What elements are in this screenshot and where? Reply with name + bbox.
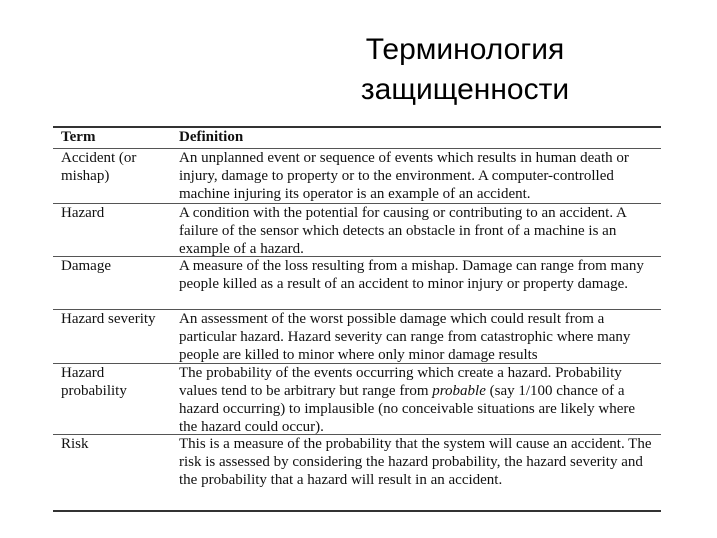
definition-emphasis: probable [432,383,486,399]
term-cell: Risk [61,436,89,452]
definition-cell [173,364,661,434]
table-row [53,364,661,435]
title-line-2: защищенности [360,73,570,106]
table-row [53,310,661,364]
term-cell: Hazard [61,205,105,221]
definition-cell: This is a measure of the probability that the system will cause an accident. The risk is assessed by considering the hazard probability, the hazard severity and the probability that a hazard will result in an accident. [179,436,652,488]
definition-cell: A measure of the loss resulting from a mishap. Damage can range from many people killed as a result of an accident to minor injury or property damage. [179,258,644,292]
term-cell: Accident (or mishap) [61,150,137,184]
table-header-row [53,128,661,149]
table-row [53,204,661,257]
header-definition: Definition [179,129,244,145]
definition-cell: An unplanned event or sequence of events which results in human death or injury, damage to property or to the environment. A computer-controlled machine injuring its operator is an example of an accident. [179,150,629,202]
page-title [300,30,630,110]
header-term: Term [61,129,96,145]
terminology-table [53,126,661,512]
term-cell: Damage [61,258,111,274]
term-cell: Hazard severity [61,311,156,327]
table-row [53,435,661,512]
definition-cell: An assessment of the worst possible damage which could result from a particular hazard. Hazard severity can range from catastrophic where many people are killed to minor where only minor damage results [179,311,631,363]
definition-text: The probability of the events occurring which create a hazard. Probability values tend to be arbitrary but range from [179,365,622,399]
table-row [53,257,661,310]
definition-cell: A condition with the potential for causing or contributing to an accident. A failure of the sensor which detects an obstacle in front of a machine is an example of a hazard. [179,205,626,257]
title-line-1: Терминология [365,33,565,66]
table-row [53,149,661,204]
term-cell: Hazard probability [61,365,127,399]
definition-text: (say 1/100 chance of a hazard occurring) to implausible (no conceivable situations are likely where the hazard could occur). [179,383,636,435]
